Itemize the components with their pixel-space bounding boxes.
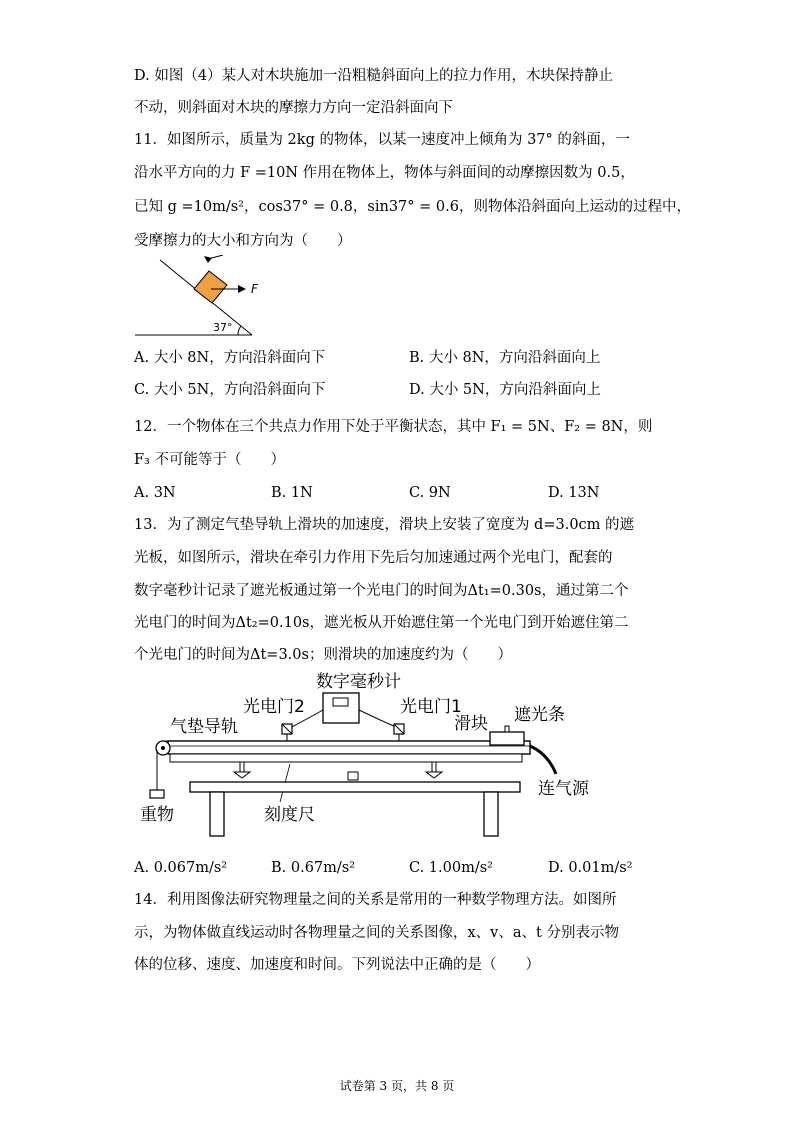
foot-left (234, 772, 250, 778)
q12-option-d[interactable]: D. 13N (548, 485, 600, 501)
q13-option-b[interactable]: B. 0.67m/s² (271, 860, 356, 876)
foot-right (426, 772, 442, 778)
q11-option-b[interactable]: B. 大小 8N，方向沿斜面向上 (409, 350, 601, 366)
q13-option-d[interactable]: D. 0.01m/s² (548, 860, 633, 876)
weight-label: 重物 (140, 805, 174, 825)
gate1-label: 光电门1 (400, 697, 462, 717)
gate2-label: 光电门2 (243, 697, 305, 717)
table-top (190, 782, 520, 792)
q13-line2: 光板，如图所示，滑块在牵引力作用下先后匀加速通过两个光电门，配套的 (134, 550, 613, 566)
foot-center (348, 772, 358, 780)
timer-label: 数字毫秒计 (316, 672, 401, 692)
prev-option-d-line1: D. 如图（4）某人对木块施加一沿粗糙斜面向上的拉力作用，木块保持静止 (134, 68, 614, 84)
q14-line1: 14．利用图像法研究物理量之间的关系是常用的一种数学物理方法。如图所 (134, 892, 617, 908)
q11-line4: 受摩擦力的大小和方向为（ ） (134, 233, 352, 249)
q12-option-b[interactable]: B. 1N (271, 485, 313, 501)
q11-line1: 11．如图所示，质量为 2kg 的物体，以某一速度冲上倾角为 37° 的斜面，一 (134, 132, 630, 148)
q11-line3: 已知 g =10m/s²，cos37° = 0.8，sin37° = 0.6，则物体沿斜面向上运动的过程中， (134, 199, 691, 215)
q14-line2: 示，为物体做直线运动时各物理量之间的关系图像，x、v、a、t 分别表示物 (134, 925, 619, 941)
air-hose (530, 746, 556, 774)
ruler-label: 刻度尺 (264, 805, 315, 825)
slider-label: 滑块 (454, 714, 488, 734)
q11-option-a[interactable]: A. 大小 8N，方向沿斜面向下 (134, 350, 326, 366)
weight-block (150, 790, 164, 798)
velocity-arrowhead (204, 256, 212, 263)
scale-ruler (170, 754, 522, 762)
q13-line1: 13．为了测定气垫导轨上滑块的加速度，滑块上安装了宽度为 d=3.0cm 的遮 (134, 517, 635, 533)
table-leg-right (484, 792, 498, 836)
page-footer: 试卷第 3 页，共 8 页 (339, 1079, 455, 1093)
force-label: F (251, 282, 258, 296)
q13-option-a[interactable]: A. 0.067m/s² (134, 860, 228, 876)
q13-option-c[interactable]: C. 1.00m/s² (409, 860, 493, 876)
air-source-label: 连气源 (538, 779, 589, 799)
q12-line2: F₃ 不可能等于（ ） (134, 452, 285, 468)
q13-line5: 个光电门的时间为Δt=3.0s；则滑块的加速度约为（ ） (134, 647, 512, 663)
angle-label: 37° (213, 321, 233, 334)
incline-figure (130, 255, 280, 340)
cable-gate1 (359, 710, 398, 728)
shade-label: 遮光条 (514, 705, 565, 725)
q12-option-a[interactable]: A. 3N (134, 485, 176, 501)
q11-line2: 沿水平方向的力 F =10N 作用在物体上，物体与斜面间的动摩擦因数为 0.5， (134, 165, 635, 181)
angle-arc (238, 326, 241, 335)
table-leg-left (210, 792, 224, 836)
q14-line3: 体的位移、速度、加速度和时间。下列说法中正确的是（ ） (134, 957, 540, 973)
sliding-block (194, 271, 227, 303)
q11-option-c[interactable]: C. 大小 5N，方向沿斜面向下 (134, 382, 326, 398)
slider-block (490, 732, 524, 745)
q13-line3: 数字毫秒计记录了遮光板通过第一个光电门的时间为Δt₁=0.30s，通过第二个 (134, 583, 629, 599)
q12-option-c[interactable]: C. 9N (409, 485, 451, 501)
prev-option-d-line2: 不动，则斜面对木块的摩擦力方向一定沿斜面向下 (134, 100, 453, 116)
air-track (168, 741, 530, 754)
track-label: 气垫导轨 (170, 717, 238, 737)
force-arrowhead (238, 285, 246, 293)
timer-display (333, 698, 348, 706)
q12-line1: 12．一个物体在三个共点力作用下处于平衡状态，其中 F₁ = 5N、F₂ = 8N，则 (134, 419, 653, 435)
q11-option-d[interactable]: D. 大小 5N，方向沿斜面向上 (409, 382, 601, 398)
shade-strip (505, 726, 509, 732)
air-track-figure (130, 668, 640, 840)
q13-line4: 光电门的时间为Δt₂=0.10s，遮光板从开始遮住第一个光电门到开始遮住第二 (134, 615, 629, 631)
